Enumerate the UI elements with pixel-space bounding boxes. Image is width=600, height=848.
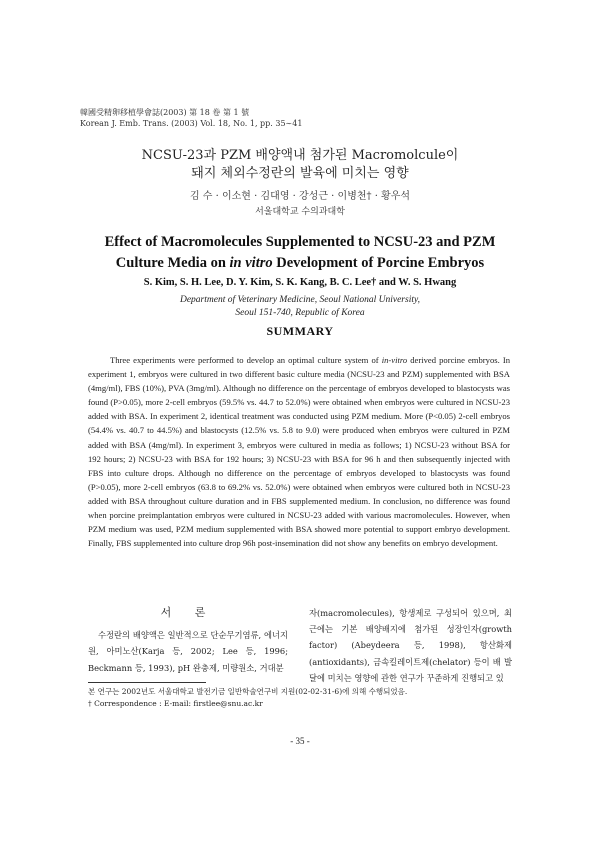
english-title-italic: in vitro: [229, 255, 273, 271]
korean-authors: 김 수 · 이소현 · 김대영 · 강성근 · 이병천† · 황우석: [189, 191, 411, 202]
intro-right-text: 자(macromolecules), 항생제로 구성되어 있으며, 최근에는 기본 배양배지에 첨가된 성장인자(growth factor) (Abeydeera 등, 1998), 항산화제(antioxidants), 금속킬레이트제(chelator) 등이 배 발달에 미치는 영향에 관한 연구가 꾸준하게 진행되고 있: [309, 608, 512, 683]
footnote-funding: 본 연구는 2002년도 서울대학교 발전기금 일반학술연구비 지원(02-02-31-6)에 의해 수행되었음.: [88, 687, 408, 696]
footnote-rule: [88, 682, 206, 683]
english-title-line2-post: Development of Porcine Embryos: [272, 255, 485, 271]
journal-header-english: Korean J. Emb. Trans. (2003) Vol. 18, No. 1, pp. 35∼41: [80, 119, 303, 128]
footnote-correspondence: † Correspondence : E-mail: firstlee@snu.ac.kr: [88, 699, 263, 708]
english-title-line1: Effect of Macromolecules Supplemented to NCSU-23 and PZM: [104, 234, 496, 250]
english-affiliation-line1: Department of Veterinary Medicine, Seoul National University,: [179, 295, 421, 305]
summary-text-pre: Three experiments were performed to develop an optimal culture system of: [110, 355, 382, 365]
english-title-line2: [0, 253, 600, 274]
english-affiliation-line2: Seoul 151-740, Republic of Korea: [235, 308, 365, 318]
intro-left-text: 수정란의 배양액은 일반적으로 단순무기염류, 에너지원, 아미노산(Karja 등, 2002; Lee 등, 1996; Beckmann 등, 1993), pH 완충제, 미량원소, 거대분: [88, 630, 288, 673]
korean-title-line1: NCSU-23과 PZM 배양액내 첨가된 Macromolcule이: [141, 148, 459, 163]
summary-heading: SUMMARY: [266, 324, 334, 338]
journal-header-korean: 韓國受精卵移植學會誌(2003) 第 18 卷 第 1 號: [80, 108, 250, 117]
intro-right-column: [309, 605, 512, 686]
english-authors: S. Kim, S. H. Lee, D. Y. Kim, S. K. Kang, B. C. Lee† and W. S. Hwang: [143, 277, 457, 288]
page-number: - 35 -: [290, 736, 310, 746]
intro-heading: 서 론: [160, 606, 216, 619]
intro-left-column: [88, 605, 288, 676]
korean-affiliation: 서울대학교 수의과대학: [255, 207, 345, 217]
summary-text-post: derived porcine embryos. In experiment 1, embryos were cultured in two different basic culture media (NCSU-23 and PZM) supplemented with BSA (4mg/ml), FBS (10%), PVA (3mg/ml). Although no difference on the percentage of embryos developed to blastocysts was found (P>0.05), more 2-cell embryos (59.5% vs. 44.7 to 52.0%) were obtained when embryos were cultured in NCSU-23 added with BSA. In experiment 2, identical treatment was conducted using PZM medium. More (P<0.05) 2-cell embryos (54.4% vs. 40.7 to 44.5%) and blastocysts (12.5% vs. 5.8 to 9.0) were produced when embryos were cultured in PZM added with BSA (4mg/ml). In experiment 3, embryos were cultured in media as follows; 1) NCSU-23 without BSA for 192 hours; 2) NCSU-23 with BSA for 192 hours; 3) NCSU-23 with BSA for 96 h and then subsequently injected with FBS into culture drops. Although no difference on the percentage of embryos developed to blastocysts was found (P>0.05), more 2-cell embryos (63.8 to 69.2% vs. 52.0%) were obtained when embryos were cultured both in NCSU-23 added with BSA throughout culture duration and in FBS supplemented medium. In conclusion, no difference was found when porcine preimplantation embryos were cultured in NCSU-23 added with various macromolecules. However, when PZM medium was used, PZM medium supplemented with BSA showed more potential to support embryo development. Finally, FBS supplemented into culture drop 96h post-insemination did not show any benefits on embryo development.: [88, 355, 510, 549]
korean-title-line2: 돼지 체외수정란의 발육에 미치는 영향: [191, 166, 409, 181]
summary-abstract: [88, 353, 510, 550]
summary-text-italic: in-vitro: [381, 355, 408, 365]
english-title-line2-pre: Culture Media on: [115, 255, 230, 271]
